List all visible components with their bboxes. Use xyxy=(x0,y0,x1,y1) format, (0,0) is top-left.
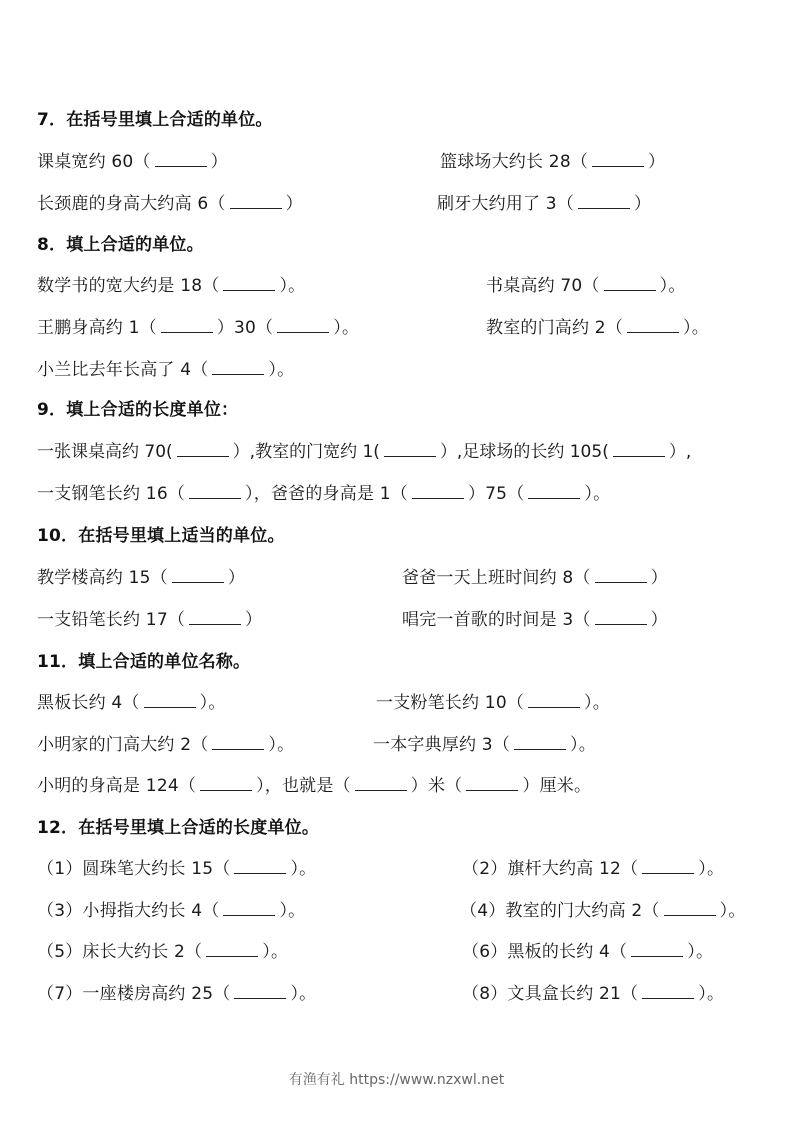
answer-blank[interactable] xyxy=(514,735,566,750)
q8-item-3: 王鹏身高约 1（ ）30（ ）。 xyxy=(37,318,360,338)
q10-item-2: 爸爸一天上班时间约 8（ ） xyxy=(402,568,668,588)
question-10-title: 10．在括号里填上适当的单位。 xyxy=(37,526,285,546)
answer-blank[interactable] xyxy=(206,942,258,957)
q9-line-2: 一支钢笔长约 16（ ），爸爸的身高是 1（ ）75（ ）。 xyxy=(37,484,611,504)
answer-blank[interactable] xyxy=(595,568,647,583)
q11-item-2: 一支粉笔长约 10（ ）。 xyxy=(376,693,610,713)
answer-blank[interactable] xyxy=(592,152,644,167)
answer-blank[interactable] xyxy=(161,318,213,333)
question-11-title: 11．填上合适的单位名称。 xyxy=(37,652,251,672)
q11-item-1: 黑板长约 4（ ）。 xyxy=(37,693,226,713)
q12-item-5: （5）床长大约长 2（ ）。 xyxy=(37,942,289,962)
q11-line-3: 小明的身高是 124（ ），也就是（ ）米（ ）厘米。 xyxy=(37,776,592,796)
question-12-title: 12．在括号里填上合适的长度单位。 xyxy=(37,818,320,838)
q10-item-3: 一支铅笔长约 17（ ） xyxy=(37,610,263,630)
q7-item-3: 长颈鹿的身高大约高 6（ ） xyxy=(37,194,303,214)
answer-blank[interactable] xyxy=(189,484,241,499)
q12-item-7: （7）一座楼房高约 25（ ）。 xyxy=(37,984,317,1004)
answer-blank[interactable] xyxy=(277,318,329,333)
q10-item-1: 教学楼高约 15（ ） xyxy=(37,568,246,588)
answer-blank[interactable] xyxy=(631,942,683,957)
q8-item-2: 书桌高约 70（ ）。 xyxy=(486,276,686,296)
answer-blank[interactable] xyxy=(234,984,286,999)
answer-blank[interactable] xyxy=(144,693,196,708)
answer-blank[interactable] xyxy=(642,984,694,999)
answer-blank[interactable] xyxy=(189,610,241,625)
answer-blank[interactable] xyxy=(155,152,207,167)
answer-blank[interactable] xyxy=(223,901,275,916)
question-7-title: 7．在括号里填上合适的单位。 xyxy=(37,110,273,130)
q12-item-3: （3）小拇指大约长 4（ ）。 xyxy=(37,901,306,921)
answer-blank[interactable] xyxy=(664,901,716,916)
answer-blank[interactable] xyxy=(234,859,286,874)
q12-item-4: （4）教室的门大约高 2（ ）。 xyxy=(460,901,746,921)
q12-item-8: （8）文具盒长约 21（ ）。 xyxy=(462,984,725,1004)
q11-item-4: 一本字典厚约 3（ ）。 xyxy=(373,735,596,755)
answer-blank[interactable] xyxy=(355,776,407,791)
q10-item-4: 唱完一首歌的时间是 3（ ） xyxy=(402,610,668,630)
answer-blank[interactable] xyxy=(177,442,229,457)
q12-item-2: （2）旗杆大约高 12（ ）。 xyxy=(462,859,725,879)
answer-blank[interactable] xyxy=(642,859,694,874)
q7-item-1: 课桌宽约 60（ ） xyxy=(37,152,228,172)
question-8-title: 8．填上合适的单位。 xyxy=(37,235,204,255)
q12-item-1: （1）圆珠笔大约长 15（ ）。 xyxy=(37,859,317,879)
question-9-title: 9．填上合适的长度单位： xyxy=(37,400,239,420)
answer-blank[interactable] xyxy=(613,442,665,457)
answer-blank[interactable] xyxy=(466,776,518,791)
q9-line-1: 一张课桌高约 70( ）,教室的门宽约 1( ）,足球场的长约 105( ）, xyxy=(37,442,692,462)
answer-blank[interactable] xyxy=(200,776,252,791)
answer-blank[interactable] xyxy=(230,194,282,209)
answer-blank[interactable] xyxy=(172,568,224,583)
q12-item-6: （6）黑板的长约 4（ ）。 xyxy=(462,942,714,962)
answer-blank[interactable] xyxy=(627,318,679,333)
answer-blank[interactable] xyxy=(604,276,656,291)
q11-item-3: 小明家的门高大约 2（ ）。 xyxy=(37,735,295,755)
footer-watermark: 有渔有礼 https://www.nzxwl.net xyxy=(288,1072,505,1088)
answer-blank[interactable] xyxy=(223,276,275,291)
q8-item-1: 数学书的宽大约是 18（ ）。 xyxy=(37,276,306,296)
q8-item-4: 教室的门高约 2（ ）。 xyxy=(486,318,709,338)
answer-blank[interactable] xyxy=(528,693,580,708)
answer-blank[interactable] xyxy=(212,360,264,375)
answer-blank[interactable] xyxy=(578,194,630,209)
answer-blank[interactable] xyxy=(212,735,264,750)
answer-blank[interactable] xyxy=(595,610,647,625)
q7-item-2: 篮球场大约长 28（ ） xyxy=(440,152,666,172)
answer-blank[interactable] xyxy=(384,442,436,457)
answer-blank[interactable] xyxy=(528,484,580,499)
q8-item-5: 小兰比去年长高了 4（ ）。 xyxy=(37,360,295,380)
answer-blank[interactable] xyxy=(412,484,464,499)
q7-item-4: 刷牙大约用了 3（ ） xyxy=(437,194,652,214)
